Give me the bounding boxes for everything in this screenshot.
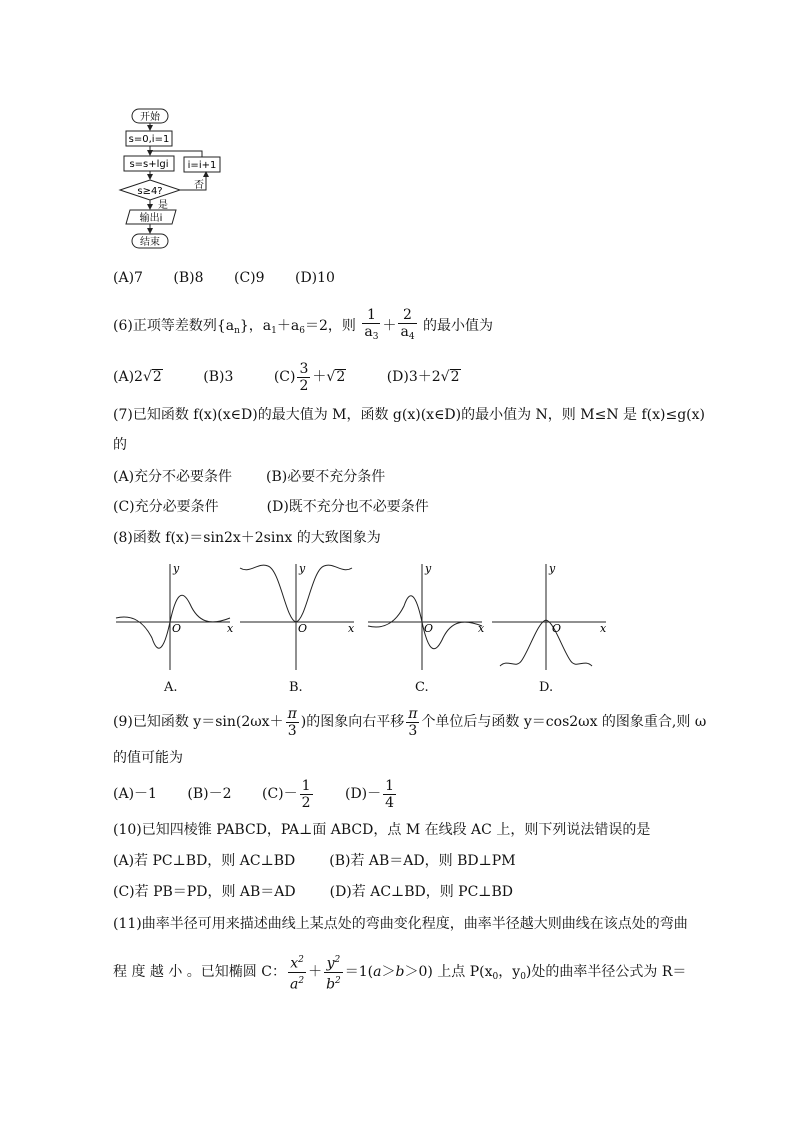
flowchart-update-s: s=s+lgi (129, 159, 169, 170)
svg-text:O: O (552, 622, 562, 635)
q9-stem-line2: 的值可能为 (113, 750, 183, 766)
q6-option-a: (A)2√2 (113, 369, 162, 385)
q6-frac2: $\frac{2}{a_4}$ (400, 307, 415, 342)
q7-stem-line2: 的 (113, 437, 127, 453)
svg-text:x: x (600, 622, 607, 635)
flowchart-condition: s≥4? (137, 186, 163, 197)
q8-stem: (8)函数 f(x)＝sin2x＋2sinx 的大致图象为 (113, 530, 381, 546)
q10-stem: (10)已知四棱锥 PABCD，PA⊥面 ABCD，点 M 在线段 AC 上，则下列说法错误的是 (113, 822, 651, 838)
q7-options-row1: (A)充分不必要条件 (B)必要不充分条件 (113, 469, 386, 485)
q5-options (113, 268, 335, 288)
svg-text:y: y (299, 562, 306, 575)
q8-label-b: B. (289, 680, 303, 695)
flowchart-output: 输出i (139, 213, 163, 224)
q8-graph-d (488, 560, 610, 680)
flowchart-update-i: i=i+1 (187, 160, 217, 171)
q6-frac1: $\frac{1}{a_3}$ (364, 307, 379, 342)
q6-option-c: (C) $\frac{3}{2}$ ＋√2 (273, 360, 346, 394)
q7-stem-line1: (7)已知函数 f(x)(x∈D)的最大值为 M，函数 g(x)(x∈D)的最小值为 N，则 M≤N 是 f(x)≤g(x) (113, 407, 705, 423)
q10-options-row2: (C)若 PB＝PD，则 AB＝AD (D)若 AC⊥BD，则 PC⊥BD (113, 884, 513, 900)
q8-graph-c (364, 560, 486, 680)
q8-label-a: A. (164, 680, 178, 695)
svg-text:x: x (227, 622, 234, 635)
q11-stem-line1: (11)曲率半径可用来描述曲线上某点处的弯曲变化程度，曲率半径越大则曲线在该点处的弯曲 (113, 916, 688, 932)
q8-graph-b (236, 560, 358, 680)
svg-text:y: y (549, 562, 556, 575)
q9-options (113, 776, 398, 812)
q9-option-d: (D)－ $\frac{1}{4}$ (345, 777, 395, 811)
q9-option-c: (C)－ $\frac{1}{2}$ (261, 777, 311, 811)
q5-option-a: (A)7 (113, 270, 143, 286)
flowchart-init: s=0,i=1 (128, 134, 170, 145)
q9-stem: (9)已知函数 y＝sin(2ωx＋ $\frac{\pi}{3}$ )的图象向右平移 $\frac{\pi}{3}$ 个单位后与函数 y＝cos2ωx 的图象重合,则 ω (113, 705, 707, 739)
flowchart-no: 否 (194, 180, 204, 191)
flowchart-start: 开始 (140, 112, 160, 123)
q6-option-b: (B)3 (203, 369, 234, 385)
q10-options-row1: (A)若 PC⊥BD，则 AC⊥BD (B)若 AB＝AD，则 BD⊥PM (113, 853, 516, 869)
svg-text:x: x (478, 622, 485, 635)
q9-option-b: (B)－2 (187, 786, 232, 802)
flowchart-end: 结束 (140, 237, 160, 248)
svg-text:y: y (173, 562, 180, 575)
flowchart (110, 105, 230, 255)
q9-option-a: (A)－1 (113, 786, 157, 802)
svg-text:O: O (172, 622, 182, 635)
svg-text:O: O (424, 622, 434, 635)
q5-option-c: (C)9 (233, 270, 265, 286)
q8-graph-a (112, 560, 234, 680)
svg-text:y: y (425, 562, 432, 575)
q11-stem-line2: 程 度 越 小 。已知椭圆 C： $\frac{x^2}{a^2}$ ＋ $\frac{y^2}{b^2}$ ＝1(a＞b＞0) 上点 $P(x_0$，$y_0$)处的曲率半径公式为 R＝ (113, 952, 686, 996)
q5-option-d: (D)10 (294, 270, 335, 286)
q6-stem: (6)正项等差数列$\{a_n\}$，$a_1+a_6=2$，则 $\frac{1}{a_3}$ ＋ $\frac{2}{a_4}$ 的最小值为 (113, 307, 493, 348)
q6-options (113, 360, 461, 394)
svg-text:x: x (348, 622, 355, 635)
flowchart-yes: 是 (158, 200, 168, 211)
svg-text:O: O (298, 622, 308, 635)
q7-options-row2: (C)充分必要条件 (D)既不充分也不必要条件 (113, 499, 429, 515)
q8-label-d: D. (539, 680, 554, 695)
q8-label-c: C. (415, 680, 429, 695)
q5-option-b: (B)8 (173, 270, 204, 286)
q6-option-d: (D)3＋2√2 (386, 369, 460, 385)
